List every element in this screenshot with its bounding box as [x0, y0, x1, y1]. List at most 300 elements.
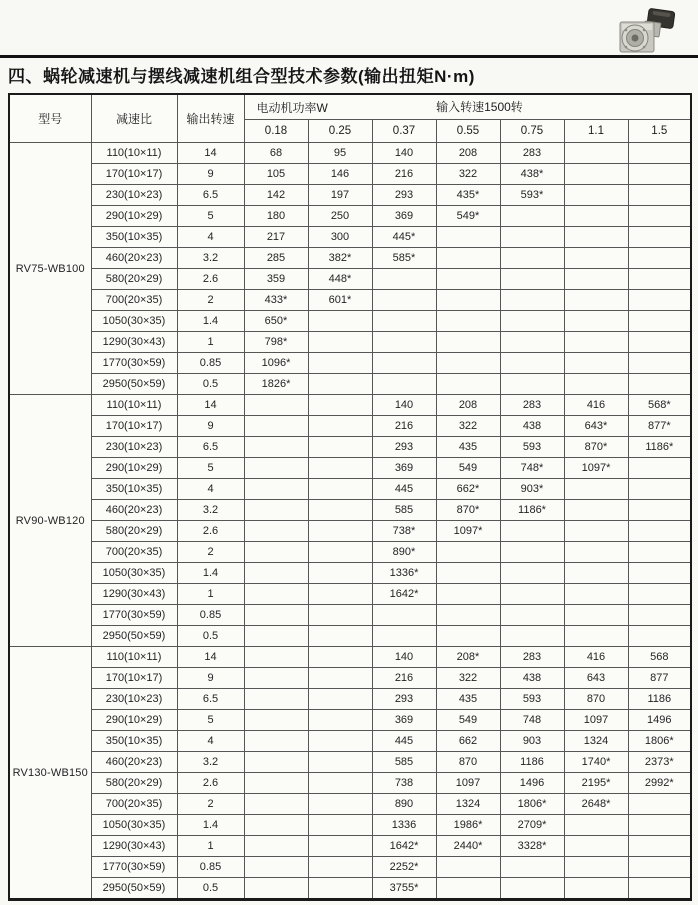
torque-cell — [564, 605, 628, 626]
table-row — [9, 668, 691, 689]
torque-cell — [244, 521, 308, 542]
torque-cell — [308, 668, 372, 689]
torque-cell — [308, 836, 372, 857]
torque-cell: 435* — [436, 185, 500, 206]
torque-cell — [436, 584, 500, 605]
torque-cell — [244, 479, 308, 500]
torque-cell — [308, 584, 372, 605]
torque-cell — [308, 542, 372, 563]
header-power-value: 1.1 — [564, 120, 628, 143]
torque-cell — [244, 647, 308, 668]
ratio-cell: 580(20×29) — [91, 269, 177, 290]
output-speed-cell: 2 — [177, 290, 244, 311]
torque-cell — [308, 626, 372, 647]
output-speed-cell: 0.85 — [177, 857, 244, 878]
torque-cell: 549 — [436, 710, 500, 731]
torque-cell — [308, 647, 372, 668]
header-input-speed-label: 输入转速1500转 — [436, 100, 523, 114]
torque-cell — [308, 689, 372, 710]
torque-cell: 283 — [500, 143, 564, 164]
table-row — [9, 710, 691, 731]
output-speed-cell: 1.4 — [177, 311, 244, 332]
output-speed-cell: 9 — [177, 164, 244, 185]
torque-cell: 748* — [500, 458, 564, 479]
ratio-cell: 110(10×11) — [91, 143, 177, 164]
torque-cell: 416 — [564, 395, 628, 416]
torque-cell — [564, 542, 628, 563]
torque-cell — [628, 626, 691, 647]
table-row — [9, 815, 691, 836]
torque-cell: 1096* — [244, 353, 308, 374]
torque-cell — [244, 857, 308, 878]
torque-cell: 283 — [500, 395, 564, 416]
torque-cell — [564, 626, 628, 647]
torque-cell: 1642* — [372, 584, 436, 605]
torque-cell — [244, 689, 308, 710]
horizontal-rule — [0, 55, 698, 58]
torque-cell — [628, 521, 691, 542]
torque-cell — [244, 626, 308, 647]
torque-cell: 1186 — [628, 689, 691, 710]
torque-cell — [500, 374, 564, 395]
torque-cell: 208 — [436, 395, 500, 416]
output-speed-cell: 2.6 — [177, 269, 244, 290]
torque-cell — [628, 164, 691, 185]
torque-cell — [244, 605, 308, 626]
ratio-cell: 1770(30×59) — [91, 353, 177, 374]
torque-cell: 585* — [372, 248, 436, 269]
torque-cell — [308, 374, 372, 395]
output-speed-cell: 2.6 — [177, 521, 244, 542]
torque-cell — [628, 479, 691, 500]
torque-cell: 2195* — [564, 773, 628, 794]
torque-cell: 2648* — [564, 794, 628, 815]
torque-cell: 1496 — [500, 773, 564, 794]
output-speed-cell: 5 — [177, 206, 244, 227]
torque-cell: 300 — [308, 227, 372, 248]
torque-cell — [628, 563, 691, 584]
ratio-cell: 230(10×23) — [91, 185, 177, 206]
torque-cell: 870* — [564, 437, 628, 458]
table-row — [9, 311, 691, 332]
torque-cell — [244, 458, 308, 479]
torque-cell: 2373* — [628, 752, 691, 773]
spec-table — [8, 93, 692, 901]
torque-cell: 870 — [436, 752, 500, 773]
table-row — [9, 416, 691, 437]
torque-cell: 105 — [244, 164, 308, 185]
ratio-cell: 290(10×29) — [91, 710, 177, 731]
torque-cell — [308, 332, 372, 353]
torque-cell — [436, 374, 500, 395]
table-body — [9, 143, 691, 900]
table-row — [9, 374, 691, 395]
torque-cell: 180 — [244, 206, 308, 227]
torque-cell — [372, 332, 436, 353]
output-speed-cell: 4 — [177, 479, 244, 500]
torque-cell: 142 — [244, 185, 308, 206]
torque-cell: 870* — [436, 500, 500, 521]
torque-cell: 585 — [372, 500, 436, 521]
torque-cell — [628, 458, 691, 479]
output-speed-cell: 0.5 — [177, 878, 244, 900]
torque-cell — [436, 332, 500, 353]
torque-cell — [564, 332, 628, 353]
output-speed-cell: 1.4 — [177, 815, 244, 836]
torque-cell — [244, 584, 308, 605]
torque-cell — [500, 584, 564, 605]
torque-cell: 322 — [436, 668, 500, 689]
torque-cell: 217 — [244, 227, 308, 248]
torque-cell — [628, 878, 691, 900]
torque-cell — [564, 248, 628, 269]
table-row — [9, 269, 691, 290]
ratio-cell: 350(10×35) — [91, 479, 177, 500]
torque-cell — [436, 626, 500, 647]
table-row — [9, 857, 691, 878]
header-ratio: 减速比 — [91, 94, 177, 143]
table-row — [9, 794, 691, 815]
torque-cell: 250 — [308, 206, 372, 227]
torque-cell — [628, 311, 691, 332]
ratio-cell: 1290(30×43) — [91, 332, 177, 353]
header-model: 型号 — [9, 94, 91, 143]
torque-cell — [244, 731, 308, 752]
torque-cell — [308, 731, 372, 752]
torque-cell — [564, 878, 628, 900]
torque-cell: 146 — [308, 164, 372, 185]
table-row — [9, 206, 691, 227]
ratio-cell: 1050(30×35) — [91, 563, 177, 584]
output-speed-cell: 14 — [177, 647, 244, 668]
table-row — [9, 458, 691, 479]
torque-cell — [500, 353, 564, 374]
torque-cell — [500, 626, 564, 647]
torque-cell — [308, 353, 372, 374]
torque-cell: 382* — [308, 248, 372, 269]
torque-cell: 1740* — [564, 752, 628, 773]
torque-cell: 568* — [628, 395, 691, 416]
torque-cell: 662 — [436, 731, 500, 752]
torque-cell — [308, 773, 372, 794]
output-speed-cell: 1.4 — [177, 563, 244, 584]
torque-cell: 322 — [436, 416, 500, 437]
torque-cell — [564, 227, 628, 248]
torque-cell — [436, 542, 500, 563]
torque-cell — [628, 794, 691, 815]
torque-cell — [628, 269, 691, 290]
ratio-cell: 460(20×23) — [91, 752, 177, 773]
output-speed-cell: 3.2 — [177, 500, 244, 521]
torque-cell — [244, 395, 308, 416]
torque-cell — [244, 878, 308, 900]
table-row — [9, 773, 691, 794]
torque-cell: 140 — [372, 647, 436, 668]
header-row-1 — [9, 94, 691, 120]
torque-cell — [436, 353, 500, 374]
torque-cell — [372, 269, 436, 290]
table-row — [9, 290, 691, 311]
torque-cell: 435 — [436, 689, 500, 710]
torque-cell — [244, 710, 308, 731]
torque-cell — [628, 500, 691, 521]
torque-cell — [500, 248, 564, 269]
table-row — [9, 395, 691, 416]
torque-cell: 1336* — [372, 563, 436, 584]
torque-cell — [372, 311, 436, 332]
torque-cell: 643 — [564, 668, 628, 689]
torque-cell: 903 — [500, 731, 564, 752]
torque-cell — [564, 311, 628, 332]
table-row — [9, 479, 691, 500]
model-cell: RV75-WB100 — [9, 143, 91, 395]
torque-cell — [564, 164, 628, 185]
torque-cell: 68 — [244, 143, 308, 164]
ratio-cell: 580(20×29) — [91, 773, 177, 794]
torque-cell — [564, 269, 628, 290]
torque-cell: 1806* — [628, 731, 691, 752]
output-speed-cell: 6.5 — [177, 185, 244, 206]
torque-cell — [244, 836, 308, 857]
torque-cell: 738* — [372, 521, 436, 542]
torque-cell: 593* — [500, 185, 564, 206]
output-speed-cell: 1 — [177, 332, 244, 353]
torque-cell — [628, 206, 691, 227]
torque-cell — [308, 416, 372, 437]
table-row — [9, 185, 691, 206]
torque-cell: 216 — [372, 416, 436, 437]
torque-cell — [500, 605, 564, 626]
ratio-cell: 170(10×17) — [91, 164, 177, 185]
torque-cell — [436, 227, 500, 248]
torque-cell — [372, 290, 436, 311]
ratio-cell: 230(10×23) — [91, 437, 177, 458]
output-speed-cell: 0.85 — [177, 605, 244, 626]
torque-cell — [436, 269, 500, 290]
ratio-cell: 1770(30×59) — [91, 605, 177, 626]
torque-cell: 1186* — [628, 437, 691, 458]
torque-cell: 1826* — [244, 374, 308, 395]
torque-cell — [244, 563, 308, 584]
torque-cell — [308, 311, 372, 332]
torque-cell — [500, 542, 564, 563]
torque-cell: 890 — [372, 794, 436, 815]
table-row — [9, 353, 691, 374]
torque-cell — [500, 227, 564, 248]
torque-cell — [564, 353, 628, 374]
torque-cell: 283 — [500, 647, 564, 668]
output-speed-cell: 14 — [177, 395, 244, 416]
torque-cell: 798* — [244, 332, 308, 353]
ratio-cell: 700(20×35) — [91, 290, 177, 311]
torque-cell: 1324 — [436, 794, 500, 815]
output-speed-cell: 4 — [177, 731, 244, 752]
torque-cell — [244, 416, 308, 437]
torque-cell: 416 — [564, 647, 628, 668]
torque-cell — [436, 857, 500, 878]
output-speed-cell: 9 — [177, 416, 244, 437]
torque-cell — [564, 521, 628, 542]
torque-cell — [500, 521, 564, 542]
torque-cell: 435 — [436, 437, 500, 458]
torque-cell: 438 — [500, 416, 564, 437]
torque-cell: 1806* — [500, 794, 564, 815]
ratio-cell: 460(20×23) — [91, 500, 177, 521]
output-speed-cell: 5 — [177, 458, 244, 479]
torque-cell — [564, 290, 628, 311]
torque-cell — [628, 332, 691, 353]
torque-cell — [500, 857, 564, 878]
torque-cell: 197 — [308, 185, 372, 206]
torque-cell — [308, 605, 372, 626]
torque-cell — [372, 605, 436, 626]
ratio-cell: 230(10×23) — [91, 689, 177, 710]
output-speed-cell: 6.5 — [177, 437, 244, 458]
torque-cell: 1097* — [436, 521, 500, 542]
torque-cell — [436, 290, 500, 311]
torque-cell — [244, 500, 308, 521]
torque-cell: 216 — [372, 668, 436, 689]
header-power-group — [244, 94, 691, 120]
table-row — [9, 248, 691, 269]
torque-cell: 593 — [500, 689, 564, 710]
torque-cell: 95 — [308, 143, 372, 164]
ratio-cell: 350(10×35) — [91, 227, 177, 248]
gear-reducer-photo — [608, 6, 686, 58]
torque-cell: 322 — [436, 164, 500, 185]
torque-cell: 140 — [372, 143, 436, 164]
torque-cell: 593 — [500, 437, 564, 458]
output-speed-cell: 2.6 — [177, 773, 244, 794]
ratio-cell: 110(10×11) — [91, 395, 177, 416]
torque-cell: 1097 — [564, 710, 628, 731]
torque-cell — [500, 311, 564, 332]
torque-cell: 445 — [372, 731, 436, 752]
torque-cell: 369 — [372, 458, 436, 479]
torque-cell: 662* — [436, 479, 500, 500]
torque-cell — [564, 563, 628, 584]
torque-cell: 438* — [500, 164, 564, 185]
table-header — [9, 94, 691, 143]
output-speed-cell: 2 — [177, 794, 244, 815]
table-row — [9, 143, 691, 164]
torque-cell: 877 — [628, 668, 691, 689]
torque-cell: 448* — [308, 269, 372, 290]
torque-cell: 293 — [372, 185, 436, 206]
table-row — [9, 542, 691, 563]
table-row — [9, 626, 691, 647]
torque-cell: 293 — [372, 437, 436, 458]
torque-cell: 2992* — [628, 773, 691, 794]
ratio-cell: 1290(30×43) — [91, 836, 177, 857]
torque-cell: 877* — [628, 416, 691, 437]
torque-cell — [500, 563, 564, 584]
ratio-cell: 2950(50×59) — [91, 878, 177, 900]
torque-cell — [628, 605, 691, 626]
torque-cell: 2709* — [500, 815, 564, 836]
table-row — [9, 500, 691, 521]
torque-cell — [564, 479, 628, 500]
table-row — [9, 647, 691, 668]
torque-cell: 549 — [436, 458, 500, 479]
torque-cell: 1097* — [564, 458, 628, 479]
ratio-cell: 110(10×11) — [91, 647, 177, 668]
torque-cell: 140 — [372, 395, 436, 416]
torque-cell: 903* — [500, 479, 564, 500]
torque-cell: 293 — [372, 689, 436, 710]
torque-cell: 445 — [372, 479, 436, 500]
torque-cell — [628, 353, 691, 374]
torque-cell — [308, 752, 372, 773]
torque-cell: 3328* — [500, 836, 564, 857]
torque-cell — [436, 878, 500, 900]
torque-cell — [244, 752, 308, 773]
table-row — [9, 836, 691, 857]
torque-cell — [628, 857, 691, 878]
torque-cell — [244, 542, 308, 563]
table-row — [9, 731, 691, 752]
torque-cell: 738 — [372, 773, 436, 794]
torque-cell: 650* — [244, 311, 308, 332]
table-row — [9, 521, 691, 542]
torque-cell: 208 — [436, 143, 500, 164]
torque-cell — [500, 332, 564, 353]
output-speed-cell: 0.85 — [177, 353, 244, 374]
torque-cell — [564, 500, 628, 521]
table-row — [9, 164, 691, 185]
torque-cell: 1186 — [500, 752, 564, 773]
table-row — [9, 752, 691, 773]
torque-cell — [436, 311, 500, 332]
torque-cell — [564, 206, 628, 227]
torque-cell: 216 — [372, 164, 436, 185]
torque-cell — [564, 584, 628, 605]
output-speed-cell: 0.5 — [177, 626, 244, 647]
torque-cell — [244, 815, 308, 836]
ratio-cell: 580(20×29) — [91, 521, 177, 542]
torque-cell: 433* — [244, 290, 308, 311]
ratio-cell: 290(10×29) — [91, 458, 177, 479]
output-speed-cell: 14 — [177, 143, 244, 164]
table-row — [9, 563, 691, 584]
torque-cell — [308, 395, 372, 416]
torque-cell — [564, 143, 628, 164]
ratio-cell: 700(20×35) — [91, 542, 177, 563]
ratio-cell: 700(20×35) — [91, 794, 177, 815]
header-power-value: 1.5 — [628, 120, 691, 143]
torque-cell — [500, 206, 564, 227]
torque-cell — [628, 227, 691, 248]
torque-cell — [308, 878, 372, 900]
torque-cell — [564, 185, 628, 206]
torque-cell — [628, 542, 691, 563]
torque-cell — [308, 521, 372, 542]
ratio-cell: 1050(30×35) — [91, 311, 177, 332]
table-row — [9, 332, 691, 353]
torque-cell — [308, 458, 372, 479]
ratio-cell: 1770(30×59) — [91, 857, 177, 878]
output-speed-cell: 1 — [177, 584, 244, 605]
torque-cell — [564, 836, 628, 857]
torque-cell: 2252* — [372, 857, 436, 878]
output-speed-cell: 3.2 — [177, 752, 244, 773]
ratio-cell: 350(10×35) — [91, 731, 177, 752]
torque-cell: 369 — [372, 710, 436, 731]
torque-cell — [308, 815, 372, 836]
torque-cell — [564, 815, 628, 836]
torque-cell — [628, 185, 691, 206]
ratio-cell: 170(10×17) — [91, 416, 177, 437]
